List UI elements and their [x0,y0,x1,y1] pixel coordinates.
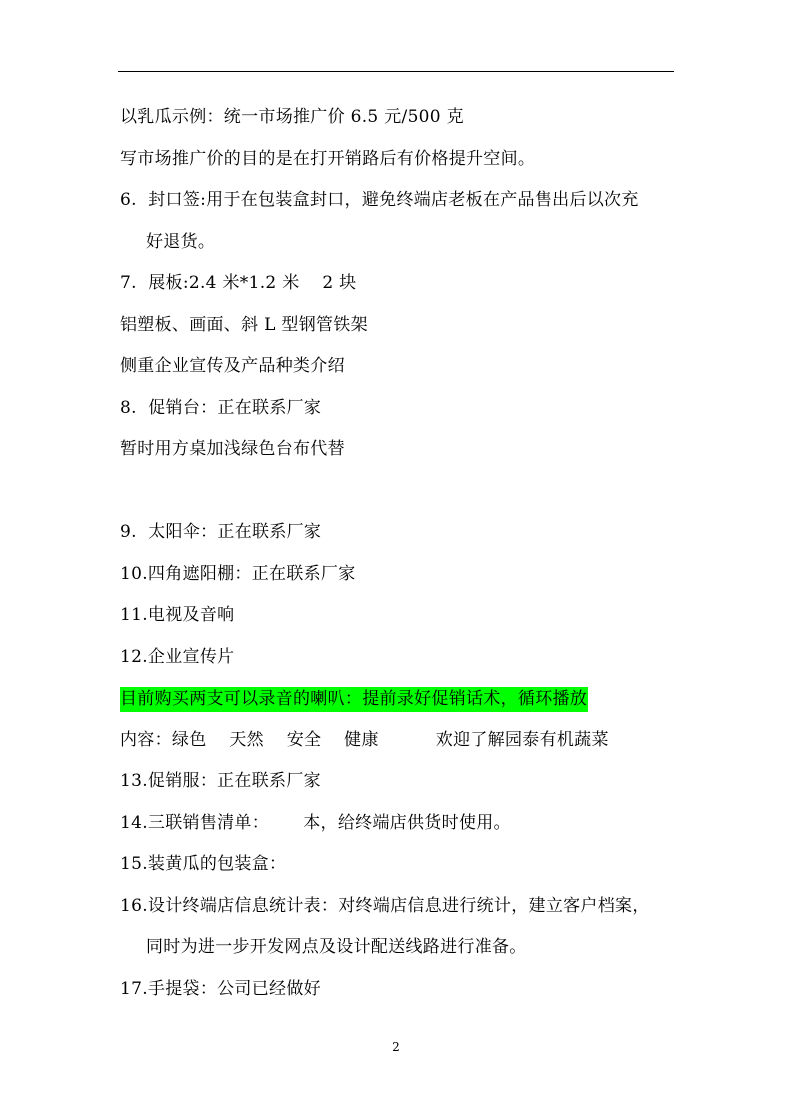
list-item-17: 17.手提袋：公司已经做好 [120,979,321,999]
text-line: 铝塑板、画面、斜 L 型钢管铁架 [120,315,368,335]
list-item-7: 7. 展板:2.4 米*1.2 米 2 块 [120,273,357,293]
header-rule [118,71,674,72]
highlighted-line-wrapper [120,688,588,710]
page-number: 2 [392,1040,400,1054]
list-item-6: 6. 封口签:用于在包装盒封口，避免终端店老板在产品售出后以次充 [120,190,639,210]
list-item-9: 9. 太阳伞：正在联系厂家 [120,522,322,542]
list-item-14: 14.三联销售清单： 本，给终端店供货时使用。 [120,813,511,833]
text-line: 侧重企业宣传及产品种类介绍 [120,356,345,376]
list-item-10: 10.四角遮阳棚：正在联系厂家 [120,564,356,584]
highlighted-text: 目前购买两支可以录音的喇叭：提前录好促销话术，循环播放 [120,687,588,712]
list-item-16-continuation: 同时为进一步开发网点及设计配送线路进行准备。 [146,937,527,957]
list-item-6-continuation: 好退货。 [146,232,216,252]
list-item-8: 8. 促销台：正在联系厂家 [120,398,322,418]
text-line: 内容：绿色 天然 安全 健康 欢迎了解园泰有机蔬菜 [120,730,609,750]
text-line: 暂时用方桌加浅绿色台布代替 [120,439,345,459]
list-item-13: 13.促销服：正在联系厂家 [120,771,321,791]
text-line: 以乳瓜示例：统一市场推广价 6.5 元/500 克 [120,107,464,127]
text-line: 写市场推广价的目的是在打开销路后有价格提升空间。 [120,149,536,169]
list-item-11: 11.电视及音响 [120,605,235,625]
list-item-15: 15.装黄瓜的包装盒： [120,854,287,874]
list-item-16: 16.设计终端店信息统计表：对终端店信息进行统计，建立客户档案， [120,896,650,916]
list-item-12: 12.企业宣传片 [120,647,235,667]
